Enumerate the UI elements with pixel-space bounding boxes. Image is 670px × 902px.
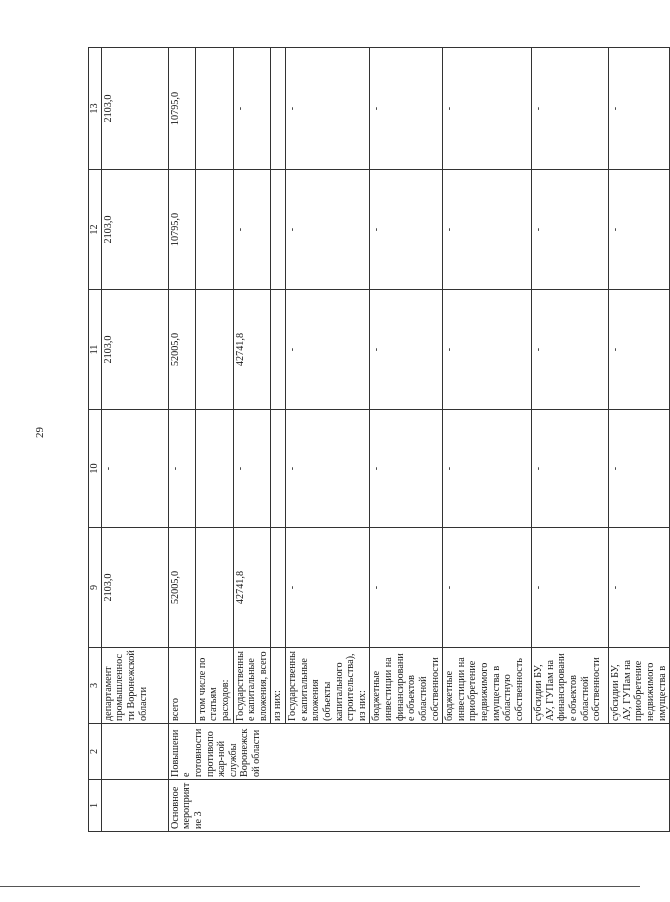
value-cell [271,528,286,648]
value-cell: - [532,528,609,648]
value-cell: - [609,290,670,410]
value-cell: - [370,48,443,170]
table-row [195,48,233,832]
header-cell: 3 [89,648,102,724]
value-cell: - [532,170,609,290]
table-row [609,48,670,832]
value-cell: 10795,0 [168,170,195,290]
value-cell: - [101,410,168,528]
header-row [89,48,102,832]
value-cell: - [443,170,532,290]
value-cell [271,48,286,170]
empty-cell [101,724,168,780]
value-cell: 2103,0 [101,48,168,170]
value-cell: - [286,290,370,410]
value-cell [271,290,286,410]
value-cell: - [168,410,195,528]
value-cell: 2103,0 [101,290,168,410]
table-row [101,48,168,832]
value-cell: - [233,48,271,170]
header-cell: 2 [89,724,102,780]
value-cell: - [286,410,370,528]
header-cell: 13 [89,48,102,170]
value-cell [271,410,286,528]
table-row [271,48,286,832]
value-cell: - [286,170,370,290]
row-label: в том числе по статьям расходов: [195,648,233,724]
value-cell: - [443,290,532,410]
page-number: 29 [34,427,46,438]
value-cell: - [443,528,532,648]
table-row [443,48,532,832]
goal-cell: Повышение готовности противопожар-ной службы Воронежской области [168,724,670,780]
row-label: субсидии БУ, АУ, ГУПам на финансирование объектов областной собственности [532,648,609,724]
value-cell [271,170,286,290]
row-label: департамент промышленности Воронежской области [101,648,168,724]
row-label: субсидии БУ, АУ, ГУПам на приобретение недвижимого имущества в [609,648,670,724]
header-cell: 11 [89,290,102,410]
header-cell: 9 [89,528,102,648]
value-cell: - [370,410,443,528]
value-cell [195,410,233,528]
value-cell: 42741,8 [233,290,271,410]
table-row [370,48,443,832]
row-label: Государственные капитальные вложения (объекты капитального строительства), из них: [286,648,370,724]
header-cell: 1 [89,780,102,832]
value-cell: - [609,170,670,290]
value-cell [195,290,233,410]
table-row [286,48,370,832]
value-cell: - [370,290,443,410]
row-label: Государственные капитальные вложения, всего [233,648,271,724]
value-cell [195,48,233,170]
row-label: бюджетные инвестиции на приобретение недвижимого имущества в областную собственность [443,648,532,724]
value-cell: 2103,0 [101,528,168,648]
rotated-table-container [88,48,668,832]
value-cell: - [286,528,370,648]
table-row [233,48,271,832]
value-cell: - [233,410,271,528]
value-cell: 42741,8 [233,528,271,648]
value-cell: 52005,0 [168,528,195,648]
value-cell: - [609,48,670,170]
value-cell: - [370,170,443,290]
table-row [168,48,195,832]
event-cell: Основное мероприятие 3 [168,780,670,832]
bottom-rule [0,886,640,887]
value-cell: - [532,48,609,170]
value-cell: 10795,0 [168,48,195,170]
header-cell: 10 [89,410,102,528]
row-label: из них: [271,648,286,724]
value-cell: 2103,0 [101,170,168,290]
value-cell: - [532,290,609,410]
value-cell: - [609,410,670,528]
table-row [532,48,609,832]
value-cell: - [233,170,271,290]
value-cell: - [370,528,443,648]
value-cell [195,170,233,290]
header-cell: 12 [89,170,102,290]
value-cell: - [532,410,609,528]
empty-cell [101,780,168,832]
value-cell: - [443,48,532,170]
value-cell: 52005,0 [168,290,195,410]
row-label: всего [168,648,195,724]
value-cell: - [609,528,670,648]
value-cell: - [286,48,370,170]
value-cell: - [443,410,532,528]
budget-table [88,47,670,832]
row-label: бюджетные инвестиции на финансирование объектов областной собственности [370,648,443,724]
value-cell [195,528,233,648]
